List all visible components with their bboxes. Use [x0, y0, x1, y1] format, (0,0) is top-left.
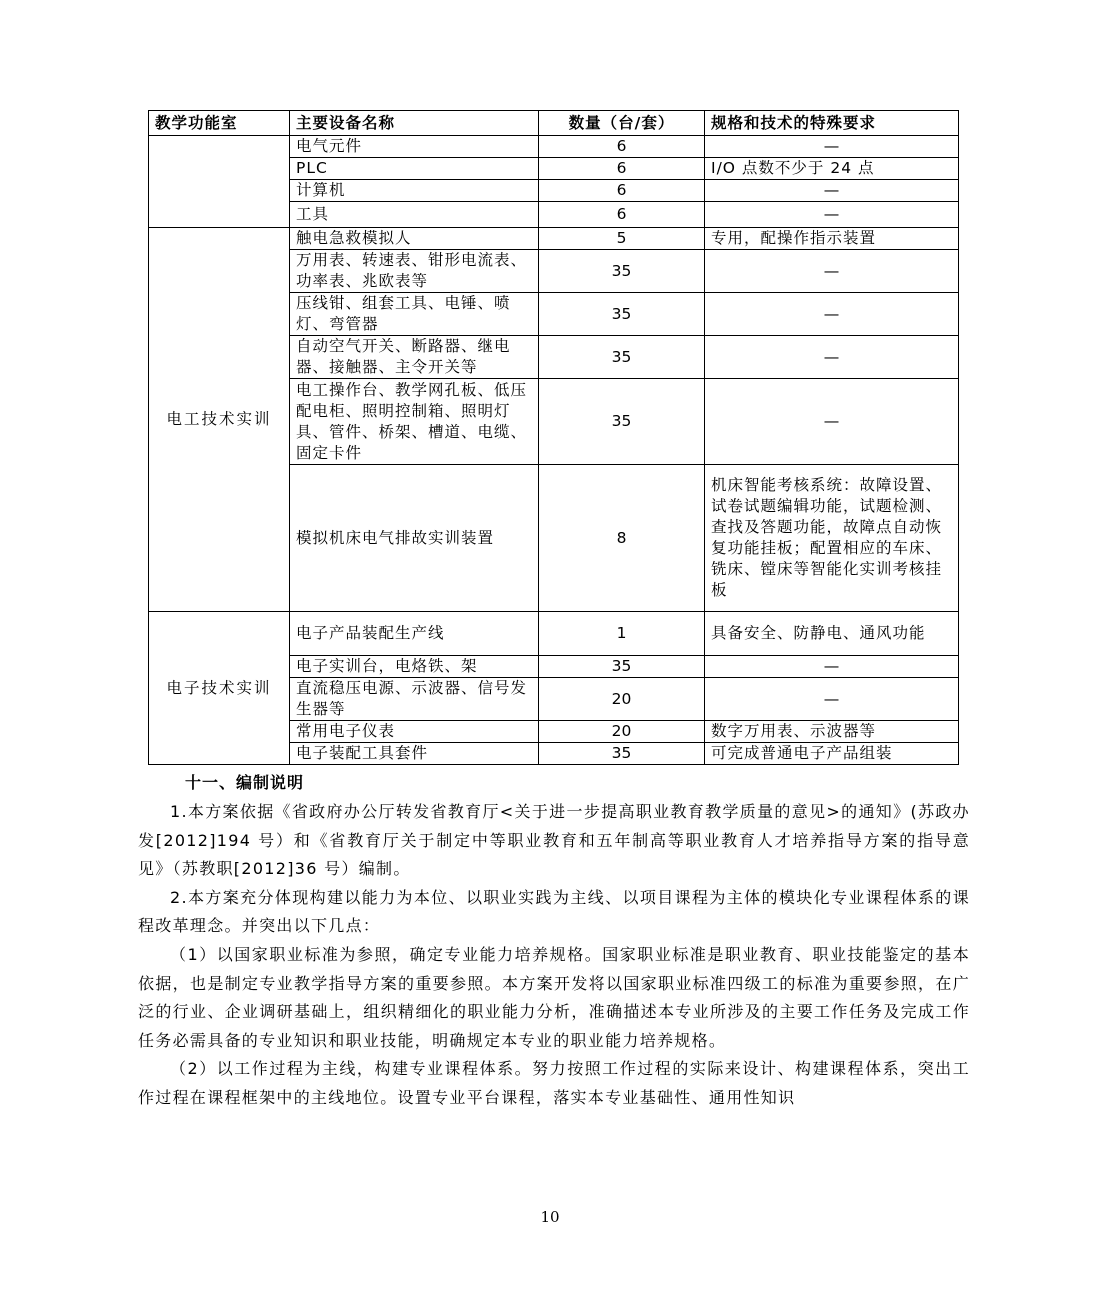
header-equipment: 主要设备名称: [290, 111, 539, 136]
equipment-spec: 可完成普通电子产品组装: [705, 743, 959, 765]
page-number: 10: [540, 1208, 560, 1226]
equipment-name: 电工操作台、教学网孔板、低压配电柜、照明控制箱、照明灯具、管件、桥架、槽道、电缆、固定卡件: [290, 379, 539, 465]
equipment-qty: 35: [539, 379, 705, 465]
header-room: 教学功能室: [149, 111, 290, 136]
table-row: [149, 612, 959, 656]
paragraph: （1）以国家职业标准为参照，确定专业能力培养规格。国家职业标准是职业教育、职业技能鉴定的基本依据，也是制定专业教学指导方案的重要参照。本方案开发将以国家职业标准四级工的标准为重要参照，在广泛的行业、企业调研基础上，组织精细化的职业能力分析，准确描述本专业所涉及的主要工作任务及完成工作任务必需具备的专业知识和职业技能，明确规定本专业的职业能力培养规格。: [138, 944, 970, 1050]
equipment-qty: 6: [539, 136, 705, 158]
equipment-qty: 1: [539, 612, 705, 656]
equipment-spec: 机床智能考核系统：故障设置、试卷试题编辑功能，试题检测、查找及答题功能，故障点自动恢复功能挂板；配置相应的车床、铣床、镗床等智能化实训考核挂板: [705, 465, 959, 612]
equipment-qty: 35: [539, 743, 705, 765]
equipment-spec: 专用，配操作指示装置: [705, 228, 959, 250]
equipment-name: 直流稳压电源、示波器、信号发生器等: [290, 678, 539, 721]
equipment-qty: 8: [539, 465, 705, 612]
equipment-name: 自动空气开关、断路器、继电器、接触器、主令开关等: [290, 336, 539, 379]
equipment-name: 电子实训台，电烙铁、架: [290, 656, 539, 678]
equipment-spec: —: [705, 136, 959, 158]
equipment-spec: —: [705, 678, 959, 721]
equipment-name: 计算机: [290, 180, 539, 202]
equipment-qty: 5: [539, 228, 705, 250]
equipment-qty: 35: [539, 656, 705, 678]
equipment-spec: —: [705, 293, 959, 336]
equipment-qty: 20: [539, 678, 705, 721]
header-quantity: 数量（台/套）: [539, 111, 705, 136]
equipment-name: 电子装配工具套件: [290, 743, 539, 765]
equipment-name: PLC: [290, 158, 539, 180]
equipment-name: 常用电子仪表: [290, 721, 539, 743]
room-cell: 电工技术实训: [149, 228, 290, 612]
equipment-qty: 20: [539, 721, 705, 743]
equipment-name: 电子产品装配生产线: [290, 612, 539, 656]
paragraph: 1.本方案依据《省政府办公厅转发省教育厅<关于进一步提高职业教育教学质量的意见>的通知》(苏政办发[2012]194 号）和《省教育厅关于制定中等职业教育和五年制高等职业教育人才培养指导方案的指导意见》（苏教职[2012]36 号）编制。: [138, 802, 970, 879]
header-spec: 规格和技术的特殊要求: [705, 111, 959, 136]
equipment-spec: 具备安全、防静电、通风功能: [705, 612, 959, 656]
equipment-spec: —: [705, 336, 959, 379]
table-row: [149, 228, 959, 250]
equipment-name: 工具: [290, 202, 539, 228]
equipment-spec: I/O 点数不少于 24 点: [705, 158, 959, 180]
equipment-name: 模拟机床电气排故实训装置: [290, 465, 539, 612]
paragraph: （2）以工作过程为主线，构建专业课程体系。努力按照工作过程的实际来设计、构建课程体系，突出工作过程在课程框架中的主线地位。设置专业平台课程，落实本专业基础性、通用性知识: [138, 1059, 970, 1107]
equipment-spec: —: [705, 202, 959, 228]
equipment-name: 电气元件: [290, 136, 539, 158]
section-heading: 十一、编制说明: [185, 773, 305, 792]
equipment-qty: 35: [539, 250, 705, 293]
equipment-spec: —: [705, 250, 959, 293]
section-body: [138, 798, 970, 1113]
equipment-qty: 6: [539, 158, 705, 180]
equipment-qty: 6: [539, 202, 705, 228]
equipment-qty: 35: [539, 336, 705, 379]
table-row: [149, 136, 959, 158]
table-header-row: [149, 111, 959, 136]
equipment-table: [148, 110, 959, 765]
equipment-qty: 6: [539, 180, 705, 202]
equipment-spec: —: [705, 180, 959, 202]
equipment-qty: 35: [539, 293, 705, 336]
equipment-spec: —: [705, 656, 959, 678]
equipment-name: 万用表、转速表、钳形电流表、功率表、兆欧表等: [290, 250, 539, 293]
paragraph: 2.本方案充分体现构建以能力为本位、以职业实践为主线、以项目课程为主体的模块化专业课程体系的课程改革理念。并突出以下几点：: [138, 887, 970, 936]
equipment-name: 压线钳、组套工具、电锤、喷灯、弯管器: [290, 293, 539, 336]
equipment-spec: —: [705, 379, 959, 465]
room-cell: [149, 136, 290, 228]
room-cell: 电子技术实训: [149, 612, 290, 765]
equipment-spec: 数字万用表、示波器等: [705, 721, 959, 743]
equipment-name: 触电急救模拟人: [290, 228, 539, 250]
